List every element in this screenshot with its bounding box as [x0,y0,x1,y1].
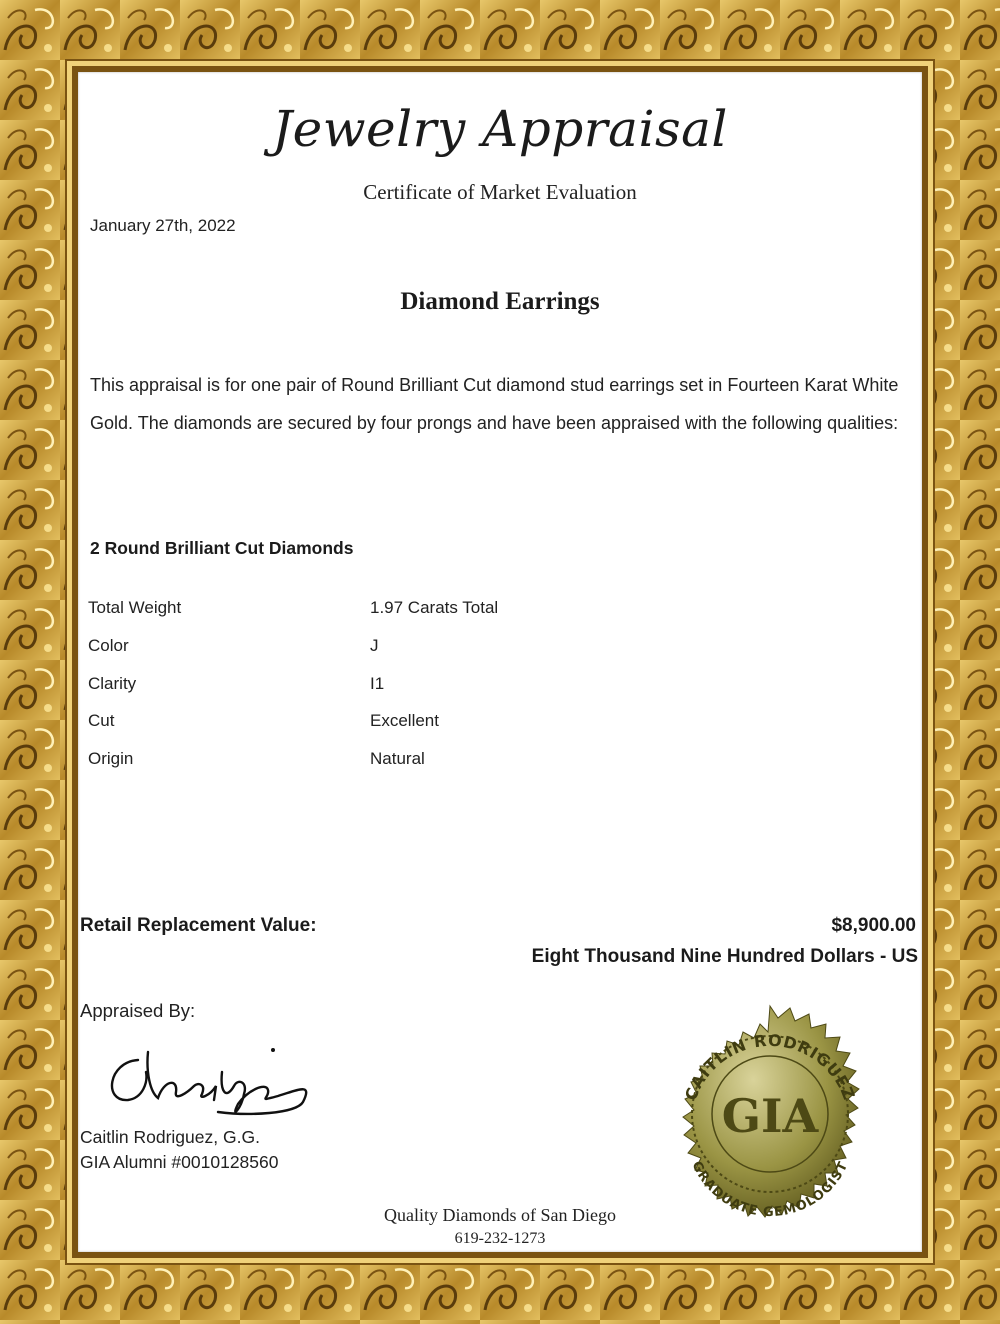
retail-value-label: Retail Replacement Value: [80,915,317,936]
certificate-subtitle: Certificate of Market Evaluation [363,180,637,204]
spec-value-color: J [370,636,379,655]
company-phone: 619-232-1273 [454,1230,546,1247]
spec-value-origin: Natural [370,749,425,768]
certificate-title: Jewelry Appraisal [272,100,728,158]
seal-bottom-text: GRADUATE GEMOLOGIST [688,1159,852,1221]
retail-value-amount: $8,900.00 [831,915,916,936]
spec-label-color: Color [88,636,129,655]
appraised-by-label: Appraised By: [80,1000,196,1021]
spec-value-clarity: I1 [370,674,385,693]
company-name: Quality Diamonds of San Diego [384,1205,616,1225]
appraisal-date: January 27th, 2022 [90,216,236,235]
stone-section-title: 2 Round Brilliant Cut Diamonds [90,538,354,558]
seal-center-text: GIA [721,1089,819,1143]
appraiser-name: Caitlin Rodriguez, G.G. [80,1127,260,1147]
appraiser-signature [98,1042,328,1122]
appraiser-credential: GIA Alumni #0010128560 [80,1152,279,1172]
item-description: This appraisal is for one pair of Round Brilliant Cut diamond stud earrings set in Fourteen Karat White Gold. The diamonds are secured by four prongs and have been appraised with the following qualities: [90,375,899,433]
item-heading: Diamond Earrings [400,288,600,315]
spec-label-total-weight: Total Weight [88,598,182,617]
spec-label-clarity: Clarity [88,674,137,693]
certificate-paper [78,72,922,1252]
seal-top-text: CAITLIN RODRIGUEZ [681,1030,859,1103]
spec-value-cut: Excellent [370,711,439,730]
spec-value-total-weight: 1.97 Carats Total [370,598,499,617]
spec-label-origin: Origin [88,749,134,768]
spec-label-cut: Cut [88,711,115,730]
retail-value-words: Eight Thousand Nine Hundred Dollars - US [531,946,918,967]
